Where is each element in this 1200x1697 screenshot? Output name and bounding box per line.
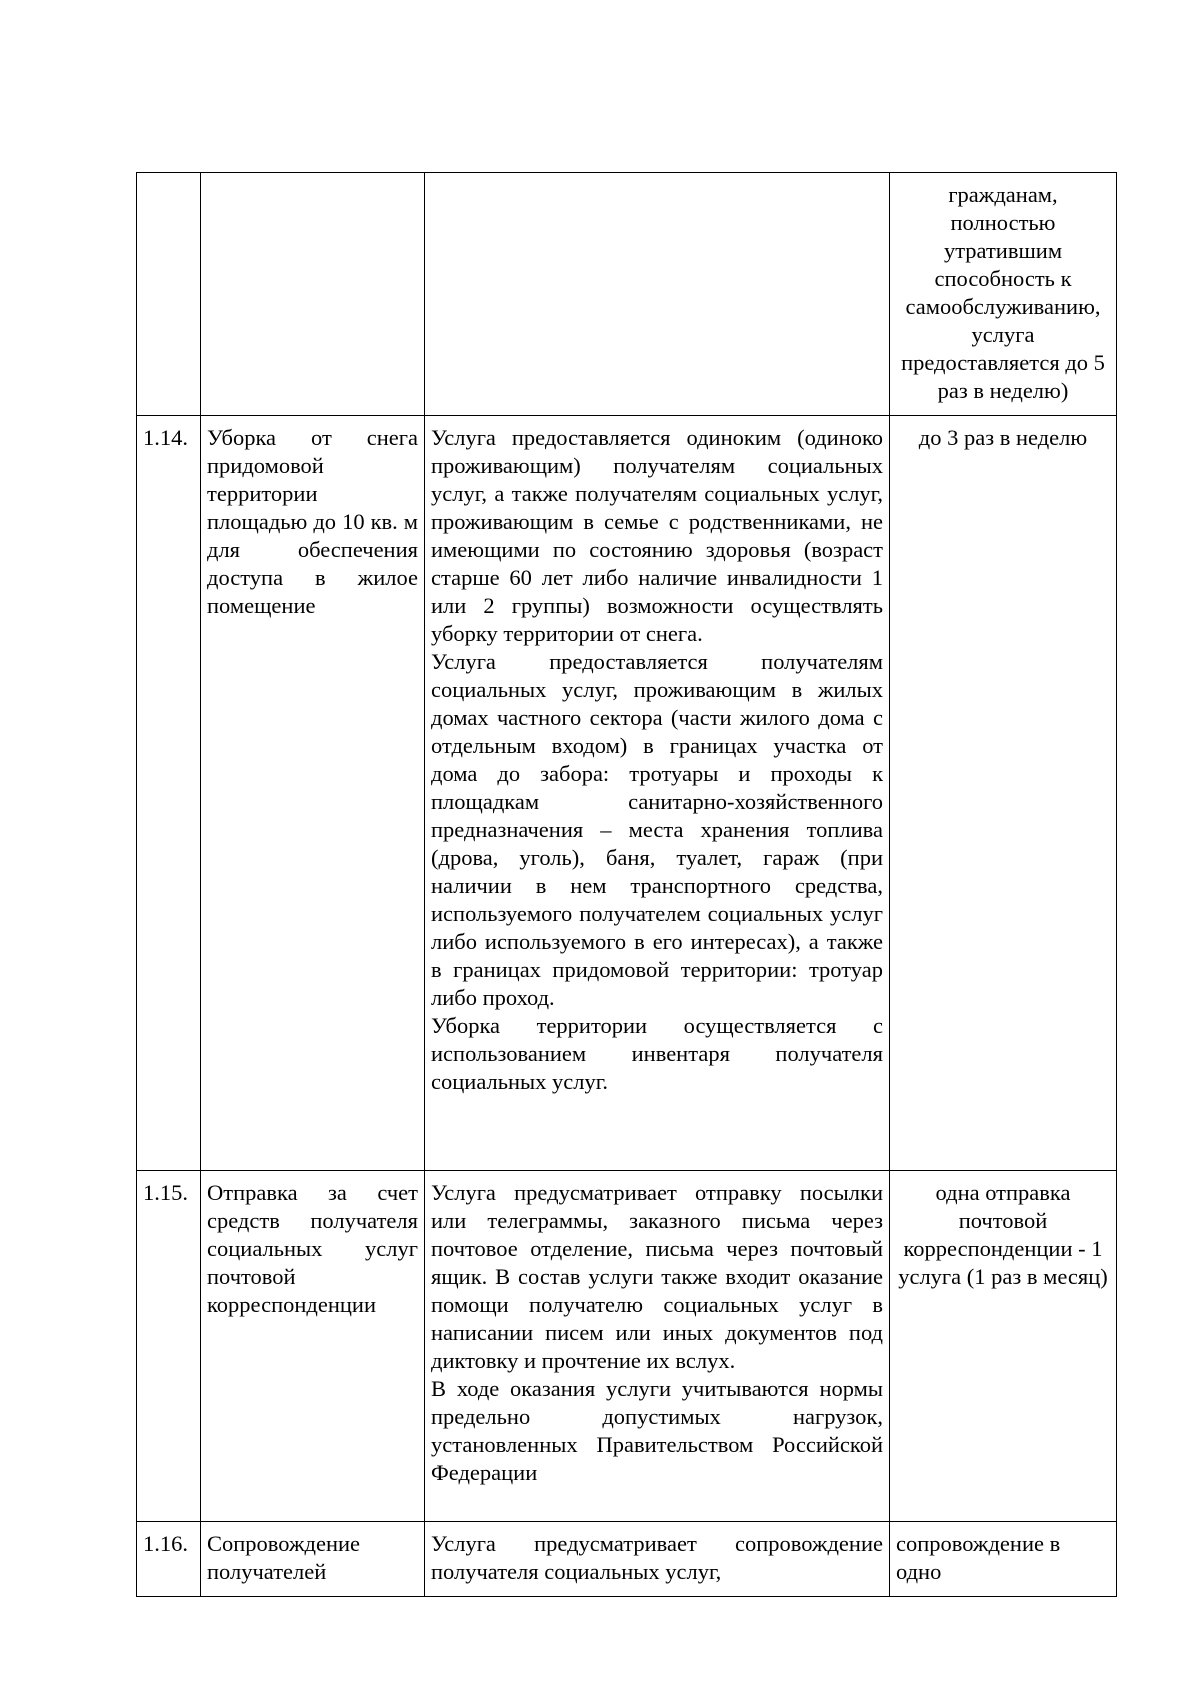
description-paragraph: Услуга предоставляется одиноким (одиноко проживающим) получателям социальных услуг, а также получателям социальных услуг, проживающим в семье с родственниками, не имеющими по состоянию здоровья (возраст старше 60 лет либо наличие инвалидности 1 или 2 группы) возможности осуществлять уборку территории от снега. bbox=[431, 425, 883, 646]
cell-description bbox=[425, 416, 890, 1171]
description-paragraph: Услуга предусматривает сопровождение получателя социальных услуг, bbox=[431, 1531, 883, 1584]
cell-frequency bbox=[890, 1171, 1117, 1522]
table-row-1-16 bbox=[137, 1522, 1117, 1597]
frequency-text: до 3 раз в неделю bbox=[918, 425, 1088, 450]
cell-frequency bbox=[890, 173, 1117, 416]
cell-description bbox=[425, 173, 890, 416]
table-row-1-15 bbox=[137, 1171, 1117, 1522]
description-paragraph: Уборка территории осуществляется с использованием инвентаря получателя социальных услуг. bbox=[431, 1013, 883, 1094]
description-paragraph: Услуга предусматривает отправку посылки или телеграммы, заказного письма через почтовое отделение, письма через почтовый ящик. В состав услуги также входит оказание помощи получателю социальных услуг в написании писем или иных документов под диктовку и прочтение их вслух. bbox=[431, 1180, 883, 1373]
cell-name bbox=[201, 173, 425, 416]
cell-number bbox=[137, 173, 201, 416]
cell-description bbox=[425, 1171, 890, 1522]
frequency-text: гражданам, полностью утратившим способность к самообслуживанию, услуга предоставляется до 5 раз в неделю) bbox=[901, 182, 1105, 403]
description-paragraph: В ходе оказания услуги учитываются нормы предельно допустимых нагрузок, установленных Правительством Российской Федерации bbox=[431, 1376, 883, 1485]
cell-frequency bbox=[890, 1522, 1117, 1597]
service-name: Сопровождение получателей bbox=[207, 1531, 361, 1584]
description-paragraph: Услуга предоставляется получателям социальных услуг, проживающим в жилых домах частного сектора (части жилого дома с отдельным входом) в границах участка от дома до забора: тротуары и проходы к площадкам санитарно-хозяйственного предназначения – места хранения топлива (дрова, уголь), баня, туалет, гараж (при наличии в нем транспортного средства, используемого получателем социальных услуг либо используемого в его интересах), а также в границах придомовой территории: тротуар либо проход. bbox=[431, 649, 883, 1010]
cell-name bbox=[201, 1522, 425, 1597]
table-row-continuation bbox=[137, 173, 1117, 416]
cell-frequency bbox=[890, 416, 1117, 1171]
cell-name bbox=[201, 1171, 425, 1522]
services-table bbox=[136, 172, 1117, 1597]
table-row-1-14 bbox=[137, 416, 1117, 1171]
frequency-text: одна отправка почтовой корреспонденции - 1 услуга (1 раз в месяц) bbox=[898, 1180, 1108, 1289]
cell-number: 1.14. bbox=[137, 416, 201, 1171]
cell-name bbox=[201, 416, 425, 1171]
service-name: Отправка за счет средств получателя социальных услуг почтовой корреспонденции bbox=[207, 1180, 418, 1317]
service-name: Уборка от снега придомовой территории площадью до 10 кв. м для обеспечения доступа в жилое помещение bbox=[207, 425, 418, 618]
frequency-text: сопровождение в одно bbox=[896, 1531, 1061, 1584]
cell-description bbox=[425, 1522, 890, 1597]
cell-number: 1.15. bbox=[137, 1171, 201, 1522]
cell-number: 1.16. bbox=[137, 1522, 201, 1597]
